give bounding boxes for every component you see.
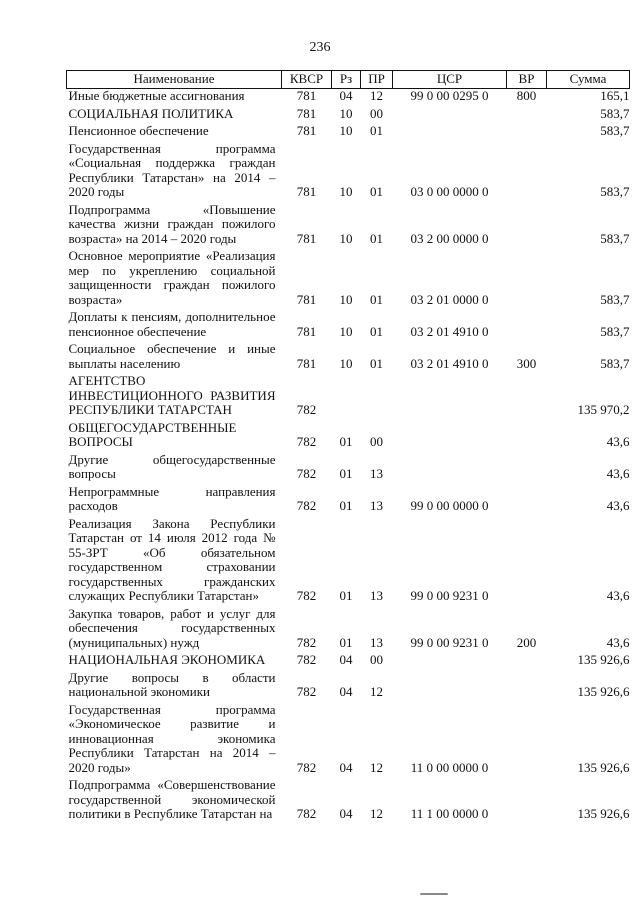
row-name: Пенсионное обеспечение xyxy=(68,123,209,138)
row-pr: 00 xyxy=(370,105,383,121)
row-rz: 01 xyxy=(339,634,353,650)
row-vr xyxy=(507,200,547,247)
row-name: НАЦИОНАЛЬНАЯ ЭКОНОМИКА xyxy=(68,652,266,667)
row-rz: 10 xyxy=(339,355,353,371)
row-vr xyxy=(507,418,547,450)
row-name: Иные бюджетные ассигнования xyxy=(68,88,245,103)
row-sum: 583,7 xyxy=(600,123,630,138)
row-kvsr: 782 xyxy=(296,434,317,449)
scan-artifact xyxy=(420,893,448,895)
table-header xyxy=(67,71,630,89)
row-rz xyxy=(332,371,361,418)
row-sum: 43,6 xyxy=(606,434,630,449)
row-vr: 300 xyxy=(516,355,537,371)
row-csr: 03 2 00 0000 0 xyxy=(410,230,489,246)
header-pr: ПР xyxy=(361,71,393,89)
row-csr: 99 0 00 9231 0 xyxy=(410,634,489,650)
row-csr: 99 0 00 9231 0 xyxy=(410,588,489,603)
row-rz: 04 xyxy=(339,806,353,821)
row-csr xyxy=(393,418,507,450)
row-name: Социальное обеспечение и иные выплаты населению xyxy=(68,341,276,371)
row-name: Государственная программа «Социальная поддержка граждан Республики Татарстан» на 2014 – 2020 годы xyxy=(68,140,276,199)
row-rz: 04 xyxy=(339,88,353,103)
row-name: ОБЩЕГОСУДАРСТВЕННЫЕ ВОПРОСЫ xyxy=(68,419,237,449)
row-vr: 800 xyxy=(516,88,537,103)
row-vr xyxy=(507,668,547,700)
row-pr: 00 xyxy=(370,434,383,449)
row-pr: 01 xyxy=(370,123,383,138)
table-row xyxy=(67,121,630,139)
row-rz: 10 xyxy=(339,323,353,339)
row-rz: 04 xyxy=(339,684,353,699)
row-kvsr: 781 xyxy=(296,105,317,121)
row-sum: 583,7 xyxy=(600,291,630,307)
row-name: Непрограммные направления расходов xyxy=(68,483,276,513)
row-csr: 99 0 00 0000 0 xyxy=(410,498,489,513)
row-rz: 10 xyxy=(339,230,353,246)
row-pr: 12 xyxy=(370,759,383,775)
header-csr: ЦСР xyxy=(393,71,507,89)
row-vr xyxy=(507,104,547,122)
row-csr xyxy=(393,668,507,700)
row-sum: 43,6 xyxy=(606,466,630,481)
row-sum: 135 926,6 xyxy=(577,806,630,821)
row-name: Другие общегосударственные вопросы xyxy=(68,451,276,481)
row-name: Другие вопросы в области национальной экономики xyxy=(68,669,276,699)
row-rz: 10 xyxy=(339,184,353,199)
row-pr: 01 xyxy=(370,184,383,199)
row-name: СОЦИАЛЬНАЯ ПОЛИТИКА xyxy=(68,105,234,121)
row-pr: 01 xyxy=(370,355,383,371)
table-row xyxy=(67,775,630,822)
row-pr: 00 xyxy=(370,652,383,667)
row-rz: 01 xyxy=(339,434,353,449)
row-kvsr: 781 xyxy=(296,184,317,199)
row-sum: 135 926,6 xyxy=(577,759,630,775)
row-name: Государственная программа «Экономическое развитие и инновационная экономика Республики Татарстан на 2014 – 2020 годы» xyxy=(68,701,276,775)
row-kvsr: 781 xyxy=(296,291,317,307)
row-vr xyxy=(507,307,547,339)
row-name: Закупка товаров, работ и услуг для обеспечения государственных (муниципальных) нужд xyxy=(68,605,276,650)
row-pr: 12 xyxy=(370,88,383,103)
table-row xyxy=(67,307,630,339)
row-vr xyxy=(507,700,547,776)
row-csr xyxy=(393,450,507,482)
header-name: Наименование xyxy=(67,71,282,89)
row-csr: 03 2 01 4910 0 xyxy=(410,355,489,371)
row-rz: 10 xyxy=(339,105,353,121)
table-row xyxy=(67,668,630,700)
row-kvsr: 781 xyxy=(296,88,317,103)
row-sum: 583,7 xyxy=(600,323,630,339)
row-sum: 583,7 xyxy=(600,355,630,371)
row-kvsr: 782 xyxy=(296,652,317,667)
row-sum: 135 926,6 xyxy=(577,652,630,667)
row-vr xyxy=(507,482,547,514)
row-kvsr: 782 xyxy=(296,402,317,417)
row-pr: 13 xyxy=(370,588,383,603)
row-name: АГЕНТСТВО ИНВЕСТИЦИОННОГО РАЗВИТИЯ РЕСПУБЛИКИ ТАТАРСТАН xyxy=(68,373,276,417)
row-vr xyxy=(507,246,547,307)
table-row xyxy=(67,246,630,307)
row-csr: 03 2 01 4910 0 xyxy=(410,323,489,339)
row-csr xyxy=(393,371,507,418)
header-kvsr: КВСР xyxy=(282,71,332,89)
row-kvsr: 782 xyxy=(296,806,317,821)
row-csr xyxy=(393,121,507,139)
row-name: Доплаты к пенсиям, дополнительное пенсионное обеспечение xyxy=(68,309,276,339)
row-csr: 11 0 00 0000 0 xyxy=(410,759,489,775)
row-vr xyxy=(507,514,547,604)
row-pr: 13 xyxy=(370,634,383,650)
row-csr: 99 0 00 0295 0 xyxy=(410,88,489,103)
row-pr: 01 xyxy=(370,291,383,307)
row-sum: 165,1 xyxy=(600,88,630,103)
row-sum: 135 926,6 xyxy=(577,684,630,699)
row-pr: 12 xyxy=(370,684,383,699)
row-rz: 10 xyxy=(339,123,353,138)
row-kvsr: 782 xyxy=(296,634,317,650)
row-csr: 11 1 00 0000 0 xyxy=(410,806,489,821)
row-vr: 200 xyxy=(516,634,537,650)
row-kvsr: 781 xyxy=(296,123,317,138)
row-sum: 135 970,2 xyxy=(577,402,630,417)
table-row xyxy=(67,139,630,200)
row-pr: 13 xyxy=(370,466,383,481)
row-kvsr: 781 xyxy=(296,355,317,371)
row-vr xyxy=(507,371,547,418)
table-row xyxy=(67,514,630,604)
row-pr: 01 xyxy=(370,323,383,339)
row-name: Реализация Закона Республики Татарстан от 14 июля 2012 года № 55-ЗРТ «Об обязательном государственном страховании государственных гражданских служащих Республики Татарстан» xyxy=(68,515,276,603)
row-sum: 583,7 xyxy=(600,105,630,121)
row-kvsr: 782 xyxy=(296,759,317,775)
row-kvsr: 782 xyxy=(296,588,317,603)
row-vr xyxy=(507,450,547,482)
row-name: Подпрограмма «Повышение качества жизни граждан пожилого возраста» на 2014 – 2020 годы xyxy=(68,201,276,246)
row-pr: 13 xyxy=(370,498,383,513)
row-rz: 04 xyxy=(339,759,353,775)
header-rz: Рз xyxy=(332,71,361,89)
table-row xyxy=(67,89,630,104)
row-csr xyxy=(393,650,507,668)
table-row xyxy=(67,482,630,514)
row-sum: 43,6 xyxy=(606,498,630,513)
row-sum: 43,6 xyxy=(606,634,630,650)
row-pr: 01 xyxy=(370,230,383,246)
row-csr xyxy=(393,104,507,122)
table-row xyxy=(67,450,630,482)
table-row xyxy=(67,339,630,371)
table-row xyxy=(67,604,630,651)
table-row xyxy=(67,650,630,668)
row-rz: 01 xyxy=(339,466,353,481)
row-name: Основное мероприятие «Реализация мер по укреплению социальной защищенности граждан пожилого возраста» xyxy=(68,248,276,307)
budget-table xyxy=(66,70,630,822)
row-sum: 583,7 xyxy=(600,184,630,199)
table-body xyxy=(67,89,630,822)
row-vr xyxy=(507,121,547,139)
table-row xyxy=(67,371,630,418)
row-sum: 43,6 xyxy=(606,588,630,603)
row-kvsr: 781 xyxy=(296,323,317,339)
row-vr xyxy=(507,775,547,822)
header-sum: Сумма xyxy=(547,71,630,89)
row-rz: 01 xyxy=(339,498,353,513)
table-row xyxy=(67,200,630,247)
row-rz: 10 xyxy=(339,291,353,307)
row-pr xyxy=(361,371,393,418)
table-row xyxy=(67,418,630,450)
row-pr: 12 xyxy=(370,806,383,821)
row-name: Подпрограмма «Совершенствование государственной экономической политики в Республике Татарстан на xyxy=(68,777,276,821)
row-csr: 03 0 00 0000 0 xyxy=(410,184,489,199)
row-kvsr: 782 xyxy=(296,684,317,699)
row-rz: 01 xyxy=(339,588,353,603)
row-sum: 583,7 xyxy=(600,230,630,246)
table-row xyxy=(67,104,630,122)
row-rz: 04 xyxy=(339,652,353,667)
row-csr: 03 2 01 0000 0 xyxy=(410,291,489,307)
row-vr xyxy=(507,650,547,668)
row-kvsr: 782 xyxy=(296,466,317,481)
row-vr xyxy=(507,139,547,200)
row-kvsr: 781 xyxy=(296,230,317,246)
header-vr: ВР xyxy=(507,71,547,89)
table-row xyxy=(67,700,630,776)
page-number: 236 xyxy=(309,40,331,55)
row-kvsr: 782 xyxy=(296,498,317,513)
